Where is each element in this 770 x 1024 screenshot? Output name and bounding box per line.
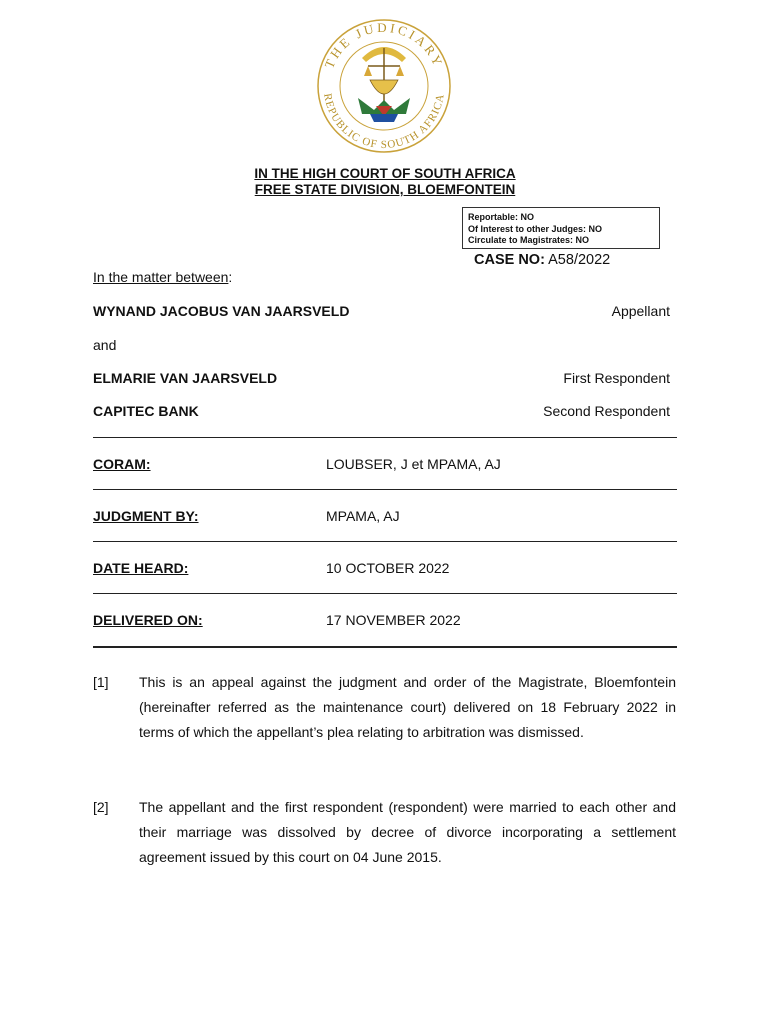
reportable-line: Reportable: NO [468,212,535,222]
interest-line: Of Interest to other Judges: NO [468,223,603,234]
case-number-value: A58/2022 [548,252,611,268]
case-number [474,252,610,268]
divider [93,437,677,438]
party-name: CAPITEC BANK [93,403,199,419]
matter-intro [93,268,232,286]
detail-value: MPAMA, AJ [326,508,400,524]
detail-label: DATE HEARD: [93,560,189,576]
circulate-line: Circulate to Magistrates: NO [468,235,590,245]
paragraph-number: [1] [93,674,109,690]
seal-arc-top: THE JUDICIARY [321,19,447,71]
detail-value: LOUBSER, J et MPAMA, AJ [326,456,501,472]
divider [93,593,677,594]
detail-label: JUDGMENT BY: [93,508,199,524]
party-role: Second Respondent [543,403,670,419]
detail-label: CORAM: [93,456,151,472]
matter-intro-text: In the matter between [93,269,229,285]
party-name: ELMARIE VAN JAARSVELD [93,370,278,386]
detail-label: DELIVERED ON: [93,612,203,628]
party-role: First Respondent [563,370,670,386]
divider [93,541,677,542]
detail-value: 17 NOVEMBER 2022 [326,612,461,628]
court-division: FREE STATE DIVISION, BLOEMFONTEIN [254,182,516,197]
detail-value: 10 OCTOBER 2022 [326,560,450,576]
court-name: IN THE HIGH COURT OF SOUTH AFRICA [254,166,516,181]
seal-arc-bottom: REPUBLIC OF SOUTH AFRICA [321,92,447,152]
divider [93,489,677,490]
judiciary-seal [310,18,458,154]
paragraph-text: This is an appeal against the judgment and order of the Magistrate, Bloemfontein (hereinafter referred as the maintenance court) delivered on 18 February 2022 in terms of which the appellant’s plea relating to arbitration was dismissed. [139,674,676,741]
divider [93,646,677,648]
paragraph-text: The appellant and the first respondent (respondent) were married to each other and their marriage was dissolved by decree of divorce incorporating a settlement agreement issued by this court on 04 June 2015. [139,799,676,866]
matter-intro-colon: : [228,269,233,285]
party-name: WYNAND JACOBUS VAN JAARSVELD [93,303,350,319]
paragraph-number: [2] [93,799,109,815]
party-role: Appellant [611,303,670,319]
reportable-box [462,207,660,249]
case-number-label: CASE NO: [474,252,545,268]
conjunction: and [93,337,117,353]
coat-of-arms-icon [358,47,410,122]
